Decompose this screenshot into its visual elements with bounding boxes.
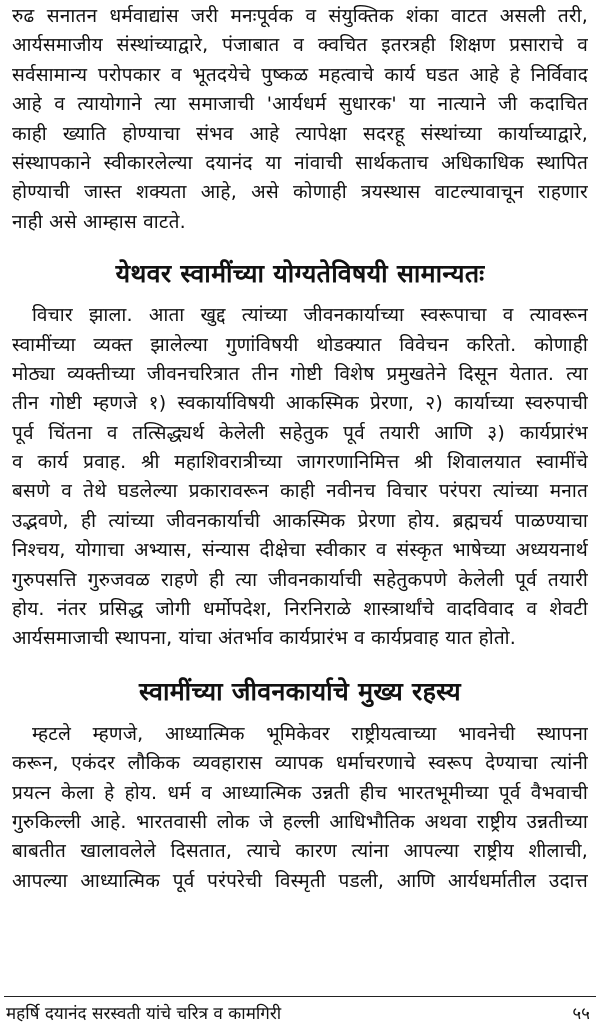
running-title: महर्षि दयानंद सरस्वती यांचे चरित्र व कामगिरी (6, 1004, 282, 1024)
text-line: रुढ सनातन धर्मवाद्यांस जरी मनःपूर्वक व संयुक्तिक शंका वाटत असली तरी, (12, 5, 588, 27)
page-footer (6, 1000, 590, 1028)
text-line: आर्यसमाजीय संस्थांच्याद्वारे, पंजाबात व क्वचित इतरत्रही शिक्षण प्रसाराचे व (12, 34, 588, 57)
text-line: निश्चय, योगाचा अभ्यास, संन्यास दीक्षेचा स्वीकार व संस्कृत भाषेच्या अध्ययनार्थ (12, 539, 588, 562)
section-heading: स्वामींच्या जीवनकार्याचे मुख्य रहस्य (139, 676, 461, 706)
paragraph-3 (12, 720, 588, 896)
text-line: काही ख्याति होण्याचा संभव आहे त्यापेक्षा सदरहू संस्थांच्या कार्याच्याद्वारे, (12, 122, 588, 145)
text-line: बसणे व तेथे घडलेल्या प्रकारावरून काही नवीनच विचार परंपरा त्यांच्या मनात (12, 480, 588, 503)
text-line: व कार्य प्रवाह. श्री महाशिवरात्रीच्या जागरणानिमित्त श्री शिवालयात स्वामींचे (12, 451, 588, 474)
text-line: आपल्या आध्यात्मिक पूर्व परंपरेची विस्मृती पडली, आणि आर्यधर्मातील उदात्त (12, 869, 588, 892)
text-line: स्वामींच्या व्यक्त झालेल्या गुणांविषयी थोडक्यात विवेचन करितो. कोणाही (12, 333, 588, 356)
text-line: तीन गोष्टी म्हणजे १) स्वकार्याविषयी आकस्मिक प्रेरणा, २) कार्याच्या स्वरुपाची (12, 392, 588, 415)
text-line: आहे व त्यायोगाने त्या समाजाची 'आर्यधर्म सुधारक' या नात्याने जी कदाचित (12, 93, 588, 116)
text-line: होण्याची जास्त शक्यता आहे, असे कोणाही त्रयस्थास वाटल्यावाचून राहणार (12, 181, 588, 204)
section-heading: येथवर स्वामींच्या योग्यतेविषयी सामान्यतः (115, 259, 485, 289)
text-line: उद्भवणे, ही त्यांच्या जीवनकार्याची आकस्मिक प्रेरणा होय. ब्रह्मचर्य पाळण्याचा (12, 509, 588, 532)
footer-divider (4, 996, 596, 997)
text-line: संस्थापकाने स्वीकारलेल्या दयानंद या नांवाची सार्थकताच अधिकाधिक स्थापित (12, 151, 588, 174)
text-line: होय. नंतर प्रसिद्ध जोगी धर्मोपदेश, निरनिराळे शास्त्रार्थांचे वादविवाद व शेवटी (12, 598, 588, 621)
text-line: बाबतीत खालावलेले दिसतात, त्याचे कारण त्यांना आपल्या राष्ट्रीय शीलाची, (12, 840, 588, 863)
text-line: गुरुपसत्ति गुरुजवळ राहणे ही त्या जीवनकार्याची सहेतुकपणे केलेली पूर्व तयारी (12, 568, 588, 591)
paragraph-2 (12, 301, 588, 654)
text-line: नाही असे आम्हास वाटते. (12, 210, 186, 233)
text-line: म्हटले म्हणजे, आध्यात्मिक भूमिकेवर राष्ट्रीयत्वाच्या भावनेची स्थापना (32, 722, 588, 745)
page-number: ५५ (572, 1004, 590, 1024)
text-line: प्रयत्न केला हे होय. धर्म व आध्यात्मिक उन्नती हीच भारतभूमीच्या पूर्व वैभवाची (12, 781, 588, 804)
text-line: पूर्व चिंतना व तत्सिद्ध्यर्थ केलेली सहेतुक पूर्व तयारी आणि ३) कार्यप्रारंभ (12, 421, 588, 444)
text-line: आर्यसमाजाची स्थापना, यांचा अंतर्भाव कार्यप्रारंभ व कार्यप्रवाह यात होतो. (12, 627, 517, 650)
text-line: करून, एकंदर लौकिक व्यवहारास व्यापक धर्माचरणाचे स्वरूप देण्याचा त्यांनी (12, 752, 588, 775)
text-line: विचार झाला. आता खुद्द त्यांच्या जीवनकार्याच्या स्वरूपाचा व त्यावरून (32, 304, 588, 327)
text-line: गुरुकिल्ली आहे. भारतवासी लोक जे हल्ली आधिभौतिक अथवा राष्ट्रीय उन्नतीच्या (12, 810, 588, 833)
text-line: सर्वसामान्य परोपकार व भूतदयेचे पुष्कळ महत्वाचे कार्य घडत आहे हे निर्विवाद (12, 63, 588, 86)
paragraph-1 (12, 2, 588, 237)
text-line: मोठ्या व्यक्तीच्या जीवनचरित्रात तीन गोष्टी विशेष प्रमुखतेने दिसून येतात. त्या (12, 362, 588, 385)
